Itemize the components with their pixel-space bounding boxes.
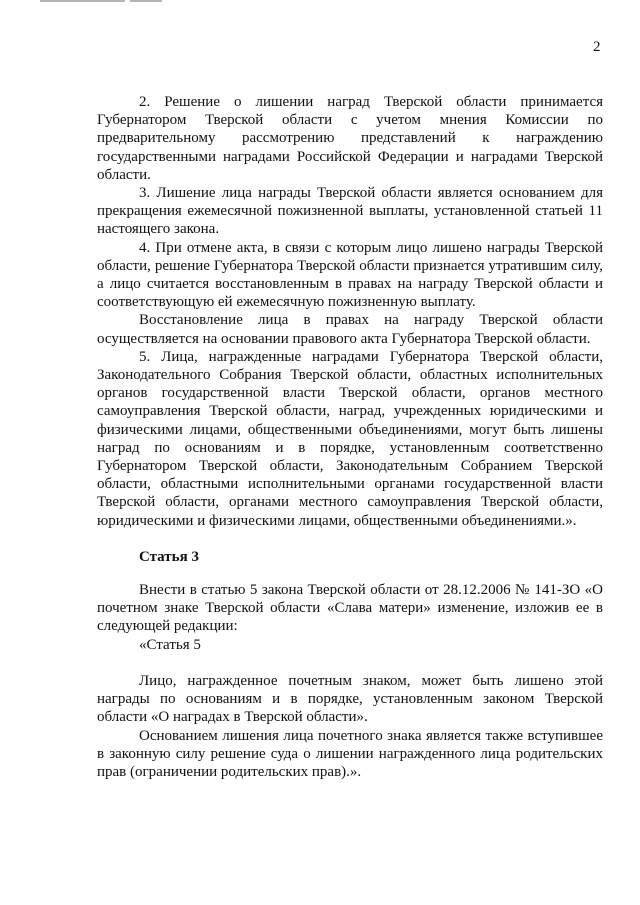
article-intro: Внести в статью 5 закона Тверской области от 28.12.2006 № 141-ЗО «О почетном знаке Тверской области «Слава матери» изменение, изложив ее в следующей редакции: [97,582,603,635]
paragraph-3: 3. Лишение лица награды Тверской области является основанием для прекращения ежемесячной пожизненной выплаты, установленной статьей 11 настоящего закона. [97,185,603,238]
quoted-article-heading: «Статья 5 [139,636,201,653]
paragraph-2: 2. Решение о лишении наград Тверской области принимается Губернатором Тверской области с учетом мнения Комиссии по предварительному рассмотрению представлений к награждению государственными наградами Российской Федерации и наградами Тверской области. [97,94,603,183]
page-number: 2 [593,39,601,55]
quoted-paragraph-2: Основанием лишения лица почетного знака является также вступившее в законную силу решение суда о лишении награжденного лица родительских прав (ограничении родительских прав).». [97,727,603,780]
scan-artifact-left [40,0,125,2]
paragraph-restoration: Восстановление лица в правах на награду Тверской области осуществляется на основании правового акта Губернатора Тверской области. [97,312,603,347]
scan-artifact-right [130,0,162,2]
paragraph-5: 5. Лица, награжденные наградами Губернатора Тверской области, Законодательного Собрания Тверской области, областных исполнительных органов государственной власти Тверской области, органов местного самоуправления Тверской области, наград, учрежденных юридическими и физическими лицами, общественными объединениями, могут быть лишены наград по основаниям и в порядке, установленным соответственно Губернатором Тверской области, Законодательным Собранием Тверской области, областными исполнительными органами государственной власти Тверской области, органами местного самоуправления Тверской области, юридическими и физическими лицами, общественными объединениями.». [97,348,603,529]
document-body [97,93,603,781]
paragraph-4: 4. При отмене акта, в связи с которым лицо лишено награды Тверской области, решение Губернатора Тверской области признается утратившим силу, а лицо считается восстановленным в правах на награду Тверской области и соответствующую ей ежемесячную пожизненную выплату. [97,239,603,311]
article-heading: Статья 3 [139,548,199,565]
quoted-paragraph-1: Лицо, награжденное почетным знаком, может быть лишено этой награды по основаниям и в порядке, установленным законом Тверской области «О наградах в Тверской области». [97,672,603,726]
